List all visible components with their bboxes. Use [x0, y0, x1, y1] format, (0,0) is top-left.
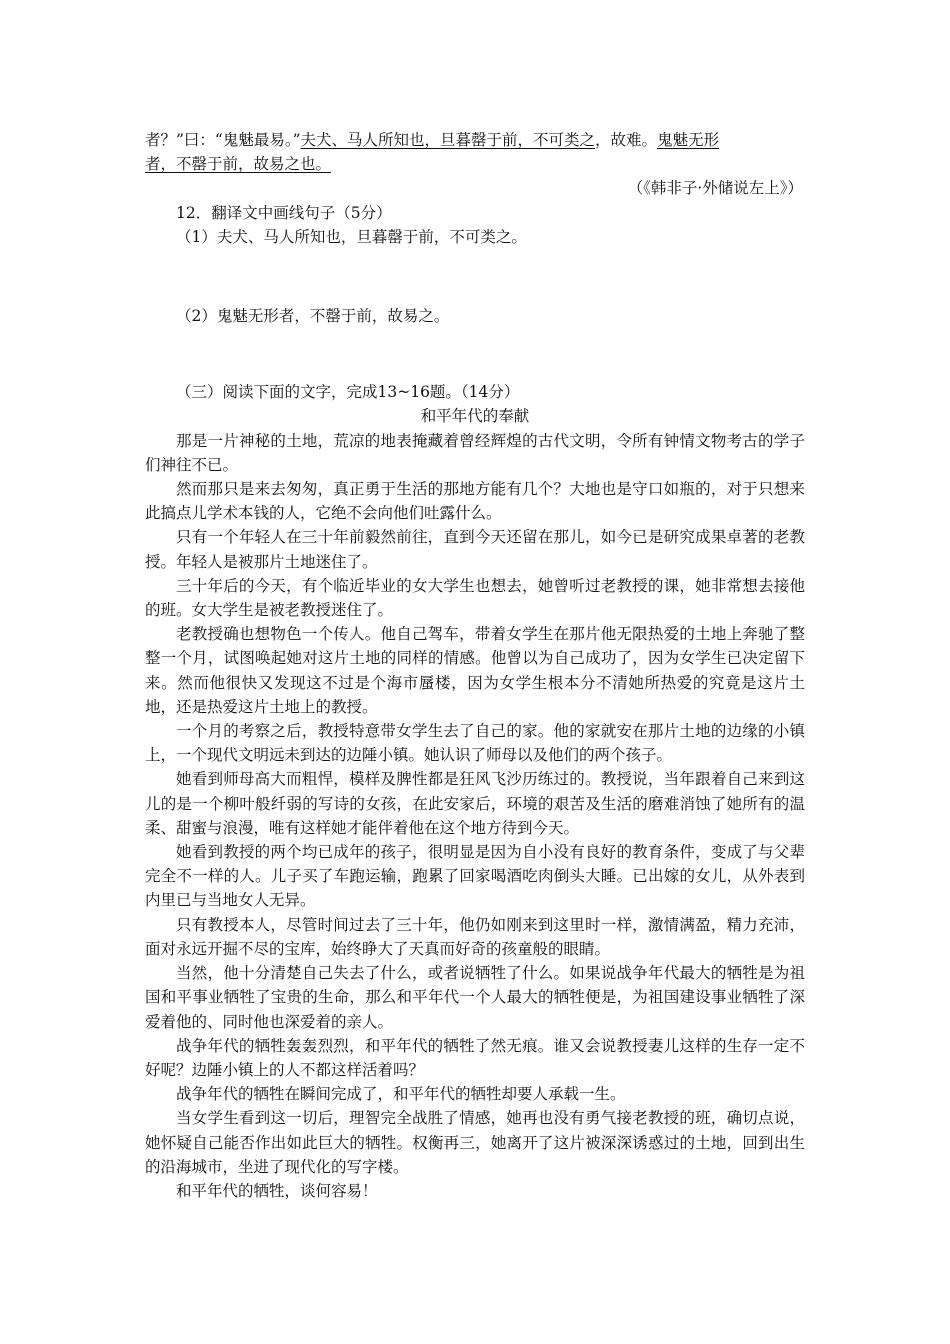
classical-text-line-1 [145, 128, 805, 152]
article-paragraph: 和平年代的牺牲，谈何容易！ [176, 1181, 378, 1200]
article-paragraph: 只有一个年轻人在三十年前毅然前往，直到今天还留在那儿，如今已是研究成果卓著的老教授。年轻人是被那片土地迷住了。 [145, 528, 805, 571]
question-12-stem: 12．翻译文中画线句子（5分） [176, 203, 392, 222]
source-citation: （《韩非子·外储说左上》） [627, 179, 803, 198]
article-paragraph: 只有教授本人，尽管时间过去了三十年，他仍如刚来到这里时一样，激情满盈，精力充沛，面对永远开掘不尽的宝库，始终睁大了天真而好奇的孩童般的眼睛。 [145, 915, 805, 958]
answer-space [145, 249, 805, 304]
article-paragraph: 当女学生看到这一切后，理智完全战胜了情感，她再也没有勇气接老教授的班，确切点说，她怀疑自己能否作出如此巨大的牺牲。权衡再三，她离开了这片被深深诱惑过的土地，回到出生的沿海城市，坐进了现代化的写字楼。 [145, 1109, 805, 1176]
underlined-sentence-2-start: 鬼魅无形 [657, 131, 720, 149]
question-12-item-2: （2）鬼魅无形者，不罄于前，故易之。 [176, 307, 450, 326]
article-paragraph: 她看到师母高大而粗悍，模样及脾性都是狂风飞沙历练过的。教授说，当年跟着自己来到这儿的是一个柳叶般纤弱的写诗的女孩，在此安家后，环境的艰苦及生活的磨难消蚀了她所有的温柔、甜蜜与浪漫，唯有这样她才能伴着他在这个地方待到今天。 [145, 770, 805, 837]
document-page [145, 128, 805, 1203]
article-paragraph: 战争年代的牺牲轰轰烈烈，和平年代的牺牲了然无痕。谁又会说教授妻儿这样的生存一定不好呢？边陲小镇上的人不都这样活着吗？ [145, 1036, 805, 1079]
article-title: 和平年代的奉献 [420, 407, 530, 426]
article-paragraph: 她看到教授的两个均已成年的孩子，很明显是因为自小没有良好的教育条件，变成了与父辈完全不一样的人。儿子买了车跑运输，跑累了回家喝酒吃肉倒头大睡。已出嫁的女儿，从外表到内里已与当地女人无异。 [145, 843, 805, 910]
article-paragraph: 战争年代的牺牲在瞬间完成了，和平年代的牺牲却要人承载一生。 [176, 1085, 626, 1104]
article-paragraph: 然而那只是来去匆匆，真正勇于生活的那地方能有几个？大地也是守口如瓶的，对于只想来此搞点儿学术本钱的人，它绝不会向他们吐露什么。 [145, 480, 805, 523]
article-paragraph: 一个月的考察之后，教授特意带女学生去了自己的家。他的家就安在那片土地的边缘的小镇上，一个现代文明远未到达的边陲小镇。她认识了师母以及他们的两个孩子。 [145, 722, 805, 765]
article-paragraph: 老教授确也想物色一个传人。他自己驾车，带着女学生在那片他无限热爱的土地上奔驰了整整一个月，试图唤起她对这片土地的同样的情感。他曾以为自己成功了，因为女学生已决定留下来。然而他很快又发现这不过是个海市蜃楼，因为女学生根本分不清她所热爱的究竟是这片土地，还是热爱这片土地上的教授。 [145, 625, 805, 716]
classical-text-segment: ，故难。 [595, 131, 658, 149]
question-12-item-1: （1）夫犬、马人所知也，旦暮罄于前，不可类之。 [176, 227, 527, 246]
article-paragraph: 当然，他十分清楚自己失去了什么，或者说牺牲了什么。如果说战争年代最大的牺牲是为祖国和平事业牺牲了宝贵的生命，那么和平年代一个人最大的牺牲便是，为祖国建设事业牺牲了深爱着他的、同时他也深爱着的亲人。 [145, 964, 805, 1031]
classical-text-line-2 [145, 152, 805, 176]
article-paragraph: 三十年后的今天，有个临近毕业的女大学生也想去，她曾听过老教授的课，她非常想去接他的班。女大学生是被老教授迷住了。 [145, 576, 805, 620]
underlined-sentence-1: 夫犬、马人所知也，旦暮罄于前，不可类之 [300, 131, 596, 149]
section-3-heading: （三）阅读下面的文字，完成13~16题。（14分） [176, 383, 520, 402]
answer-space [145, 328, 805, 380]
underlined-sentence-2-end: 者，不罄于前，故易之也。 [145, 155, 332, 174]
classical-text-segment: 者？”曰：“鬼魅最易。” [145, 131, 301, 149]
article-paragraph: 那是一片神秘的土地，荒凉的地表掩藏着曾经辉煌的古代文明，令所有钟情文物考古的学子们神往不已。 [145, 431, 805, 474]
